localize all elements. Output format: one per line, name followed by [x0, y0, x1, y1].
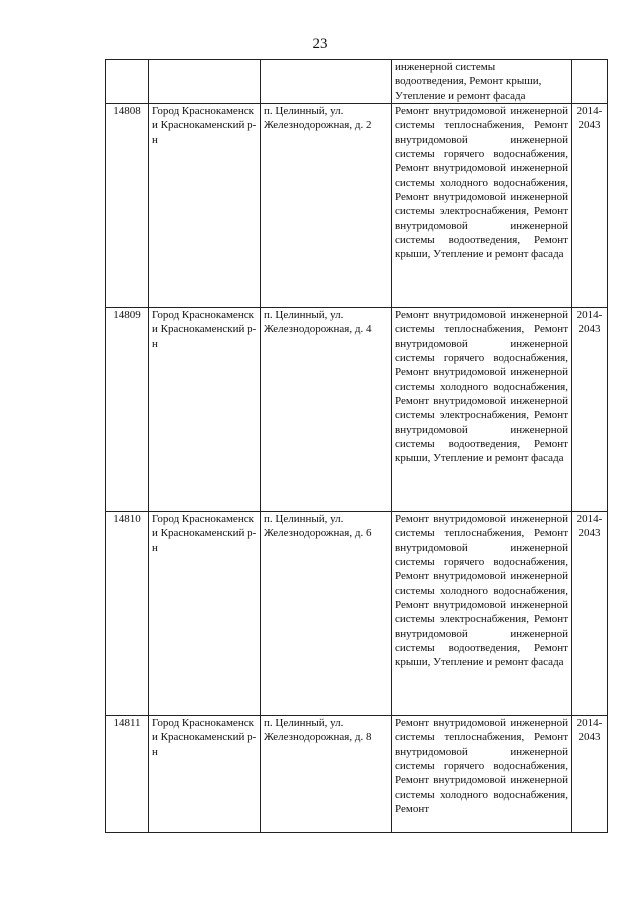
- page-number: 23: [312, 36, 328, 52]
- address-cell: п. Целинный, ул. Железнодорожная, д. 6: [261, 512, 392, 716]
- address-cell: п. Целинный, ул. Железнодорожная, д. 4: [261, 308, 392, 512]
- table-row: [106, 716, 608, 833]
- municipality-cell: Город Краснокаменск и Краснокаменский р-н: [149, 308, 261, 512]
- works-line: Утепление и ремонт фасада: [395, 89, 526, 102]
- municipality-cell: Город Краснокаменск и Краснокаменский р-н: [149, 716, 261, 833]
- works-line: инженерной системы: [395, 61, 496, 73]
- table-row: [106, 104, 608, 308]
- address-cell: [261, 60, 392, 104]
- id-cell: [106, 60, 149, 104]
- works-cell: Ремонт внутридомовой инженерной системы теплоснабжения, Ремонт внутридомовой инженерной системы горячего водоснабжения, Ремонт внутридомовой инженерной системы холодного водоснабжения, Ремонт внутридомовой инженерной системы электроснабжения, Ремонт внутридомовой инженерной системы водоотведения, Ремонт крыши, Утепление и ремонт фасада: [392, 512, 572, 716]
- table-row-continuation: [106, 60, 608, 104]
- municipality-cell: Город Краснокаменск и Краснокаменский р-н: [149, 104, 261, 308]
- id-cell: 14811: [106, 716, 149, 833]
- table-row: [106, 308, 608, 512]
- municipality-cell: [149, 60, 261, 104]
- works-cell: Ремонт внутридомовой инженерной системы теплоснабжения, Ремонт внутридомовой инженерной системы горячего водоснабжения, Ремонт внутридомовой инженерной системы холодного водоснабжения, Ремонт внутридомовой инженерной системы электроснабжения, Ремонт внутридомовой инженерной системы водоотведения, Ремонт крыши, Утепление и ремонт фасада: [392, 308, 572, 512]
- works-cell: [392, 60, 572, 104]
- id-cell: 14809: [106, 308, 149, 512]
- period-cell: 2014-2043: [572, 716, 608, 833]
- works-line: водоотведения, Ремонт крыши,: [395, 75, 542, 88]
- id-cell: 14810: [106, 512, 149, 716]
- table-row: [106, 512, 608, 716]
- period-cell: 2014-2043: [572, 308, 608, 512]
- works-cell: Ремонт внутридомовой инженерной системы теплоснабжения, Ремонт внутридомовой инженерной системы горячего водоснабжения, Ремонт внутридомовой инженерной системы холодного водоснабжения, Ремонт внутридомовой инженерной системы электроснабжения, Ремонт внутридомовой инженерной системы водоотведения, Ремонт крыши, Утепление и ремонт фасада: [392, 104, 572, 308]
- id-cell: 14808: [106, 104, 149, 308]
- works-cell: Ремонт внутридомовой инженерной системы теплоснабжения, Ремонт внутридомовой инженерной системы горячего водоснабжения, Ремонт внутридомовой инженерной системы холодного водоснабжения, Ремонт: [392, 716, 572, 833]
- registry-table: [105, 59, 608, 833]
- address-cell: п. Целинный, ул. Железнодорожная, д. 8: [261, 716, 392, 833]
- period-cell: 2014-2043: [572, 104, 608, 308]
- period-cell: 2014-2043: [572, 512, 608, 716]
- municipality-cell: Город Краснокаменск и Краснокаменский р-н: [149, 512, 261, 716]
- period-cell: [572, 60, 608, 104]
- address-cell: п. Целинный, ул. Железнодорожная, д. 2: [261, 104, 392, 308]
